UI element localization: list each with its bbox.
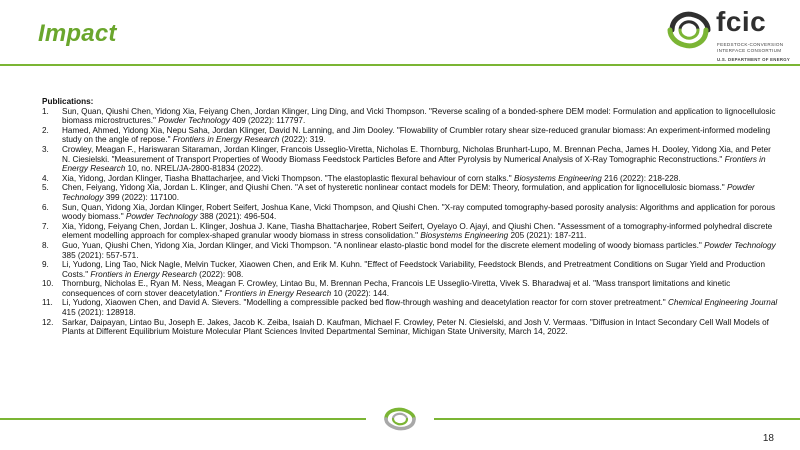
publication-item: 8. Guo, Yuan, Qiushi Chen, Yidong Xia, Jordan Klinger, and Vicki Thompson. "A nonlinear elasto-plastic bond model for the discrete element modeling of woody biomass particles." Powder Technology 385 (2021): 557-571.	[42, 240, 776, 260]
fcic-swirl-icon	[664, 8, 714, 52]
header-divider	[0, 64, 800, 66]
publication-item: 10. Thornburg, Nicholas E., Ryan M. Ness, Meagan F. Crowley, Lintao Bu, M. Brennan Pecha, Francois LE Usseglio-Viretta, Vivek S. Bharadwaj et al. "Mass transport limitations and kinetic consequences of corn stover deacetylation." Frontiers in Energy Research 10 (2022): 144.	[42, 279, 731, 298]
footer-swirl-icon	[380, 405, 420, 433]
footer-divider-right	[434, 418, 800, 420]
page-number: 18	[762, 433, 774, 444]
publication-item: 5. Chen, Feiyang, Yidong Xia, Jordan L. Klinger, and Qiushi Chen. "A set of hysteretic nonlinear contact models for DEM: Theory, formulation, and application for lignocellulosic biomass." Powder Technology 399 (2022): 117100.	[42, 183, 755, 202]
publication-item: 11. Li, Yudong, Xiaowen Chen, and David A. Sievers. "Modelling a compressible packed bed flow-through washing and deacetylation reactor for corn stover pretreatment." Chemical Engineering Journal 415 (2021): 128918.	[42, 298, 778, 318]
logo-agency: U.S. DEPARTMENT OF ENERGY	[717, 57, 791, 62]
logo-wordmark: fcic	[716, 6, 767, 37]
publication-item: 1. Sun, Quan, Qiushi Chen, Yidong Xia, Feiyang Chen, Jordan Klinger, Ling Ding, and Vicki Thompson. "Reverse scaling of a bonded-sphere DEM model: Formulation and application to lignocellulosic biomass microstructures." Powder Technology 409 (2022): 117797.	[42, 106, 776, 126]
fcic-logo	[664, 8, 794, 60]
publication-item: 3. Crowley, Meagan F., Hariswaran Sitaraman, Jordan Klinger, Francois Usseglio-Viretta, Nicholas E. Thornburg, Nicholas Brunhart-Lupo, M. Brennan Pecha, James H. Dooley, Yidong Xia, and Peter N. Ciesielski. "Measurement of Transport Properties of Woody Biomass Feedstock Particles Before and After Pyrolysis by Numerical Analysis of X-Ray Tomographic Reconstructions." Frontiers in Energy Research 10, no. NREL/JA-2800-81834 (2022).	[42, 144, 771, 174]
publication-item: 6. Sun, Quan, Yidong Xia, Jordan Klinger, Robert Seifert, Joshua Kane, Vicki Thompson, and Qiushi Chen. "X-ray computed tomography-based porosity analysis: Algorithms and application for porous woody biomass." Powder Technology 388 (2021): 496-504.	[42, 202, 776, 222]
publication-item: 7. Xia, Yidong, Feiyang Chen, Jordan L. Klinger, Joshua J. Kane, Tiasha Bhattacharjee, Robert Seifert, Oyelayo O. Ajayi, and Qiushi Chen. "Assessment of a tomography-informed polyhedral discrete element modelling approach for complex-shaped granular woody biomass in stress consolidation." Biosystems Engineering 205 (2021): 187-211.	[42, 221, 773, 241]
publication-item: 4. Xia, Yidong, Jordan Klinger, Tiasha Bhattacharjee, and Vicki Thompson. "The elastoplastic flexural behaviour of corn stalks." Biosystems Engineering 216 (2022): 218-228.	[42, 173, 681, 183]
publications-heading: Publications:	[42, 97, 94, 106]
publications-section	[42, 97, 780, 337]
logo-subtitle-line2: INTERFACE CONSORTIUM	[717, 48, 782, 53]
publication-item: 12. Sarkar, Daipayan, Lintao Bu, Joseph E. Jakes, Jacob K. Zeiba, Isaiah D. Kaufman, Michael F. Crowley, Peter N. Ciesielski, and Josh V. Vermaas. "Diffusion in Intact Secondary Cell Wall Models of Plants at Different Equilibrium Moisture Molecular Plant Sciences Invited Departmental Seminar, Michigan State University, March 14, 2022.	[42, 317, 769, 337]
publications-list	[42, 107, 780, 337]
footer-divider-left	[0, 418, 366, 420]
slide-title: Impact	[38, 20, 117, 47]
publication-item: 2. Hamed, Ahmed, Yidong Xia, Nepu Saha, Jordan Klinger, David N. Lanning, and Jim Dooley. "Flowability of Crumbler rotary shear size-reduced granular biomass: An experiment-informed modeling study on the angle of repose." Frontiers in Energy Research (2022): 319.	[42, 125, 771, 145]
logo-subtitle-line1: FEEDSTOCK-CONVERSION	[717, 42, 784, 47]
publication-item: 9. Li, Yudong, Ling Tao, Nick Nagle, Melvin Tucker, Xiaowen Chen, and Erik M. Kuhn. "Effect of Feedstock Variability, Feedstock Blends, and Pretreatment Conditions on Sugar Yield and Production Costs." Frontiers in Energy Research (2022): 908.	[42, 260, 766, 279]
